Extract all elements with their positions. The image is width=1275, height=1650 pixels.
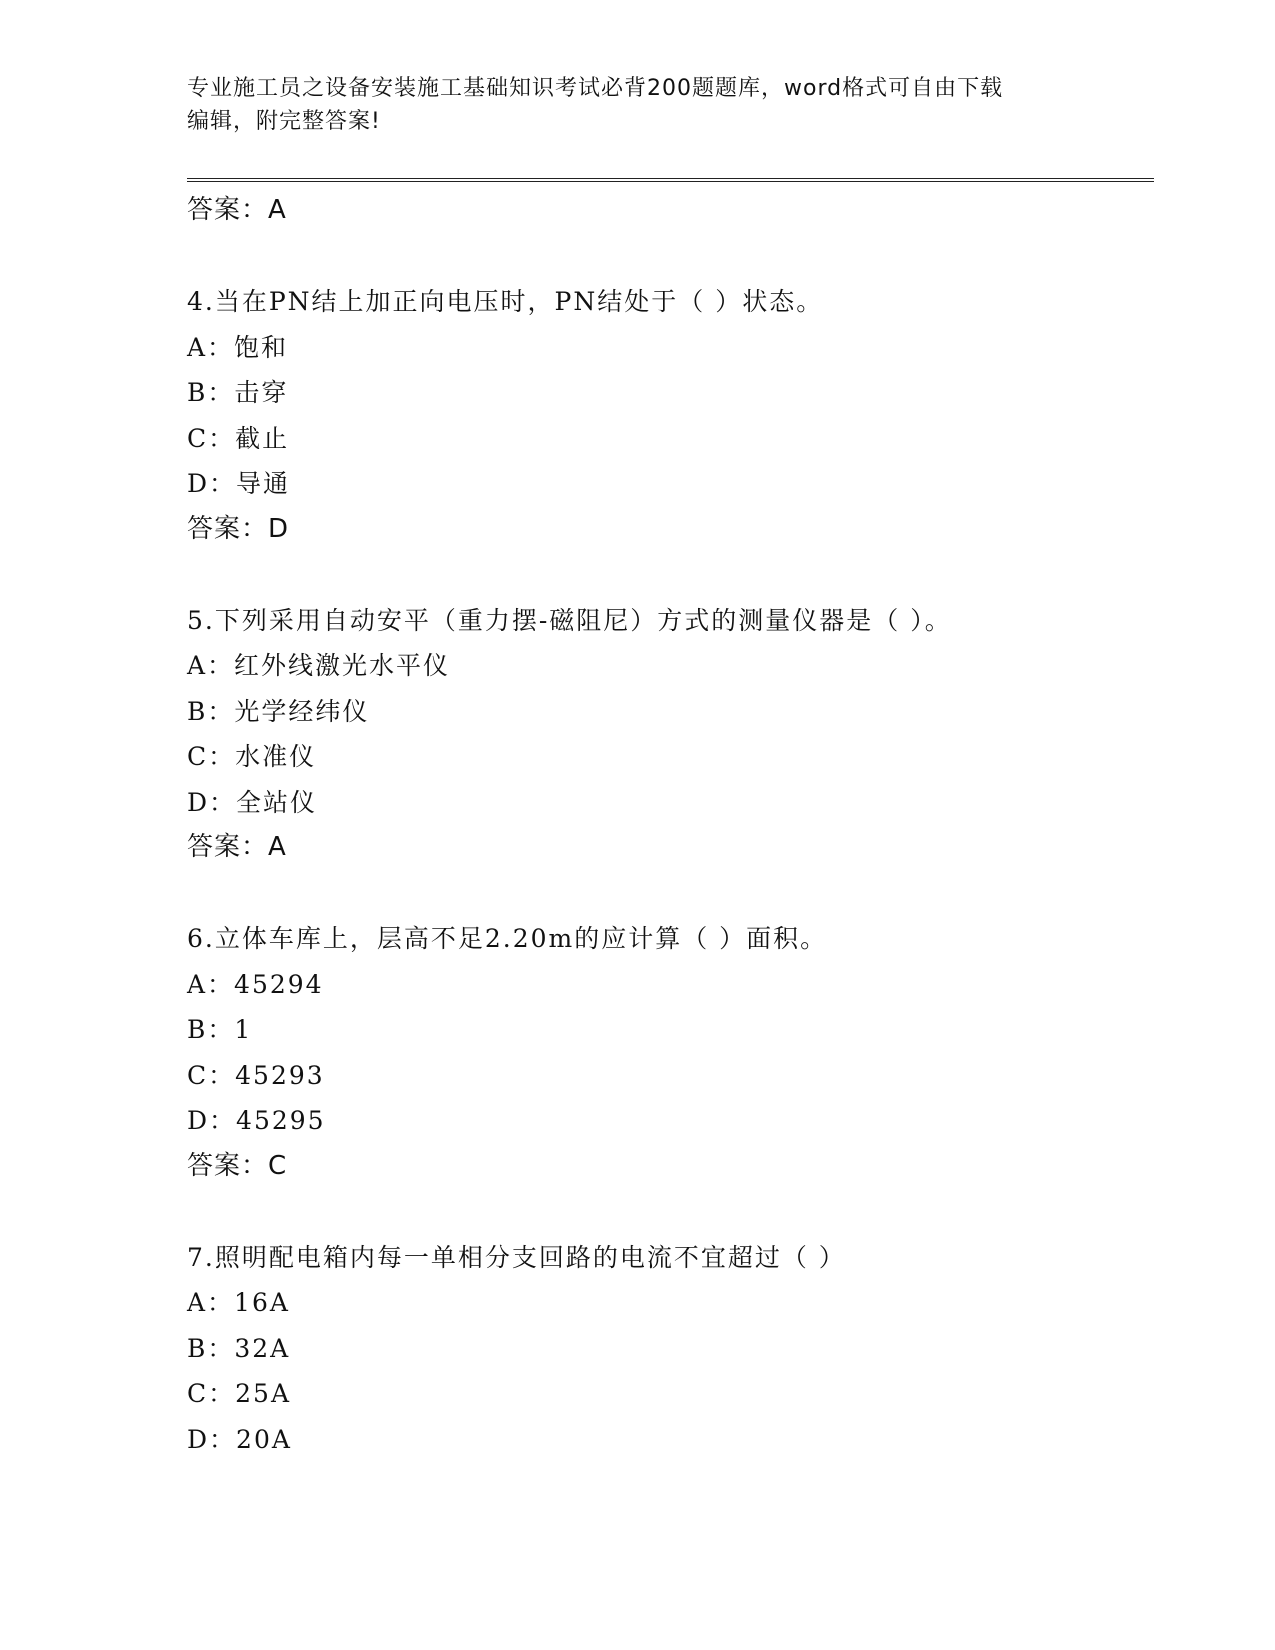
question-5	[187, 598, 1147, 871]
question-answer: 答案：D	[187, 513, 290, 544]
option-c: C：25A	[187, 1379, 291, 1408]
question-4	[187, 279, 1147, 552]
option-a: A：饱和	[187, 332, 289, 362]
option-d: D：导通	[187, 469, 291, 498]
option-b: B：光学经纬仪	[187, 696, 370, 726]
question-answer: 答案：C	[187, 1150, 288, 1181]
question-stem: 6.立体车库上，层高不足2.20m的应计算（ ）面积。	[187, 924, 828, 953]
document-body	[187, 188, 1147, 1462]
option-c: C：截止	[187, 423, 290, 453]
option-a: A：16A	[187, 1288, 290, 1317]
option-c: C：水准仪	[187, 742, 317, 771]
option-d: D：全站仪	[187, 787, 318, 817]
option-d: D：45295	[187, 1106, 326, 1135]
header-divider	[187, 178, 1154, 182]
header-title-line-1: 专业施工员之设备安装施工基础知识考试必背200题题库，word格式可自由下载	[187, 76, 1004, 101]
spacer	[187, 871, 1147, 917]
option-b: B：1	[187, 1015, 253, 1044]
question-7	[187, 1235, 1147, 1463]
spacer	[187, 552, 1147, 598]
question-stem: 7.照明配电箱内每一单相分支回路的电流不宜超过（ ）	[187, 1242, 846, 1272]
option-a: A：45294	[187, 969, 324, 999]
option-a: A：红外线激光水平仪	[187, 651, 451, 680]
option-b: B：32A	[187, 1333, 291, 1363]
document-header	[187, 72, 1067, 138]
option-c: C：45293	[187, 1060, 325, 1090]
option-d: D：20A	[187, 1424, 292, 1454]
previous-question-answer: 答案：A	[187, 195, 287, 225]
question-6	[187, 916, 1147, 1189]
spacer	[187, 1189, 1147, 1235]
spacer	[187, 234, 1147, 280]
question-stem: 4.当在PN结上加正向电压时，PN结处于（ ）状态。	[187, 287, 824, 316]
option-b: B：击穿	[187, 378, 289, 407]
question-stem: 5.下列采用自动安平（重力摆-磁阻尼）方式的测量仪器是（ ）。	[187, 605, 952, 635]
header-title-line-2: 编辑，附完整答案!	[187, 109, 381, 134]
question-answer: 答案：A	[187, 832, 287, 862]
